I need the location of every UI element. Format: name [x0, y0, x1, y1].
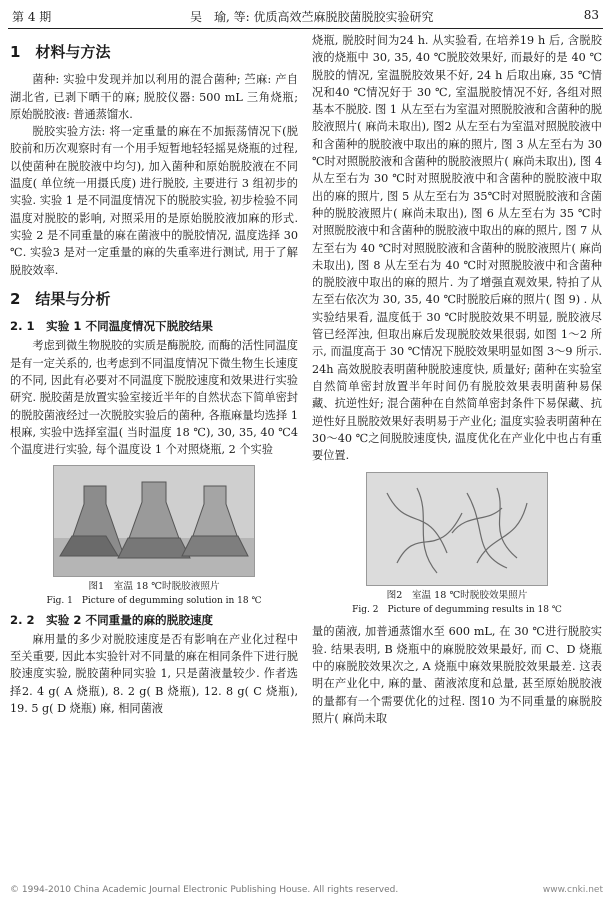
experiment2-results-paragraph: 量的菌液, 加普通蒸馏水至 600 mL, 在 30 ℃进行脱胶实验. 结果表明, B 烧瓶中的麻脱胶效果最好, 而 C、D 烧瓶中的麻脱胶效果次之, A 烧瓶中麻效果脱胶效果最差. 这表明在产业化中, 麻的量、菌液浓度和总量, 甚至原始脱胶液的量都有一个需要优化的过程. 图10 为不同重量的麻脱胶照片( 麻尚未取 [312, 625, 602, 725]
experiment1-paragraph: 考虑到微生物脱胶的实质是酶脱胶, 而酶的活性同温度是有一定关系的, 也考虑到不同温度情况下微生物生长速度的不同, 因此有必要对不同温度下脱胶速度和效果进行实验研究. 脱胶菌是放置实验室接近半年的自然状态下简单密封的脱胶菌液经过一次脱胶实验后的菌种, 各瓶麻量均选择 1 根麻, 实验中选择室温( 当时温度 18 ℃), 30, 35, 40 ℃4 个温度进行实验, 每个温度设 1 个对照烧瓶, 2 个实验 [10, 339, 298, 457]
page-number: 83 [583, 8, 599, 22]
running-header [0, 0, 611, 30]
issue-number: 第 4 期 [12, 10, 52, 24]
figure-2-caption-cn: 图2 室温 18 ℃时脱胶效果照片 [386, 590, 528, 602]
figure-1-caption-cn: 图1 室温 18 ℃时脱胶液照片 [88, 580, 220, 592]
figure-1-caption-en: Fig. 1 Picture of degumming solution in 18 ℃ [46, 595, 262, 606]
section-heading-1: 1 材料与方法 [10, 43, 111, 61]
figure-1-photo [53, 465, 255, 577]
watermark: www.cnki.net [542, 885, 603, 895]
right-column [312, 32, 602, 727]
materials-paragraph: 菌种: 实验中发现并加以利用的混合菌种; 苎麻: 产自湖北省, 已剥下晒干的麻; 脱胶仪器: 500 mL 三角烧瓶; 原始脱胶液: 普通蒸馏水. [10, 73, 298, 121]
figure-2-photo [366, 472, 548, 586]
figure-1 [10, 465, 298, 608]
section-heading-2: 2 结果与分析 [10, 289, 111, 308]
fibers-illustration [367, 473, 547, 585]
copyright-footer: © 1994-2010 China Academic Journal Electronic Publishing House. All rights reserved. [10, 885, 399, 895]
subsection-heading-2-2: 2. 2 实验 2 不同重量的麻的脱胶速度 [10, 612, 214, 627]
running-title: 吴 瑜, 等: 优质高效苎麻脱胶菌脱胶实验研究 [190, 10, 434, 24]
figure-2 [312, 472, 602, 617]
experiment2-paragraph: 麻用量的多少对脱胶速度是否有影响在产业化过程中至关重要, 因此本实验针对不同量的麻在相同条件下进行脱胶速度实验, 脱胶菌种同实验 1, 只是菌液量较少. 作者选择2. 4 g( A 烧瓶), 8. 2 g( B 烧瓶), 12. 8 g( C 烧瓶), 19. 5 g( D 烧瓶) 麻, 相同菌液 [10, 632, 298, 716]
method-paragraph: 脱胶实验方法: 将一定重量的麻在不加振荡情况下(脱胶前和历次观察时有一个用手短暂地轻轻摇晃烧瓶的过程, 以使菌种在脱胶液中均匀), 加入菌种和原始脱胶液在不同温度( 单位统一用摄氏度) 进行脱胶, 主要进行 3 组初步的实验. 实验 1 是不同温度情况下的脱胶实验, 初步检验不同温度对脱胶的影响, 对照采用的是原始脱胶液加麻的形式. 实验 2 是不同重量的麻在菌液中的脱胶情况, 温度选择 30 ℃. 实验3 是对一定重量的麻的失重率进行测试, 用于了解脱胶效率. [10, 125, 298, 277]
left-column [10, 32, 298, 717]
results-paragraph: 烧瓶, 脱胶时间为24 h. 从实验看, 在培养19 h 后, 含脱胶液的烧瓶中 30, 35, 40 ℃脱胶效果好, 而最好的是 40 ℃脱胶的情况, 室温脱胶效果不好, 24 h 后取出麻, 35 ℃情况和40 ℃情况好于 30 ℃, 室温脱胶情况不好, 各组对照基本不脱胶. 图 1 从左至右为室温对照脱胶液和含菌种的脱胶液照片( 麻尚未取出), 图2 从左至右为室温对照脱胶液中和含菌种的脱胶液中取出的麻的照片, 图 3 从左至右为 30 ℃时对照脱胶液和含菌种的脱胶液照片( 麻尚未取出), 图 4 从左至右为 30 ℃时对照脱胶液中和含菌种的脱胶液中取出的麻的照片, 图 5 从左至右为 35℃时对照脱胶液和含菌种的脱胶液照片( 麻尚未取出), 图 6 从左至右为 35 ℃时对照脱胶液中和含菌种的脱胶液中取出的麻的照片, 图 7 从左至右为 40 ℃时对照脱胶液和含菌种的脱胶液照片( 麻尚未取出), 图 8 从左至右为 40 ℃时对照脱胶液中和含菌种的脱胶液中取出的麻的照片. 为了增强直观效果, 特拍了从左至右依次为 30, 35, 40 ℃时脱胶后麻的照片( 图 9) . 从实验结果看, 温度低于 30 ℃时脱胶效果不明显, 脱胶液尽管已经浑浊, 但取出麻后发现脱胶效果很弱, 如图 1～2 所示, 而温度高于 30 ℃情况下脱胶效果明显如图 3～9 所示. 24h 高效脱胶表明菌种脱胶速度快, 质量好; 菌种在实验室自然简单密封放置半年时间仍有脱胶效果表明菌种易保藏、抗逆性好; 混合菌种在自然简单密封条件下易保藏、抗逆性好且脱胶效果好表明易于产业化; 温度实验表明菌种在 30～40 ℃之间脱胶速度快, 温度优化在产业化中也占有重要位置. [312, 34, 602, 463]
subsection-heading-2-1: 2. 1 实验 1 不同温度情况下脱胶结果 [10, 319, 214, 334]
figure-2-caption-en: Fig. 2 Picture of degumming results in 18 ℃ [352, 605, 562, 616]
header-rule [8, 28, 603, 29]
flasks-illustration [54, 466, 254, 576]
